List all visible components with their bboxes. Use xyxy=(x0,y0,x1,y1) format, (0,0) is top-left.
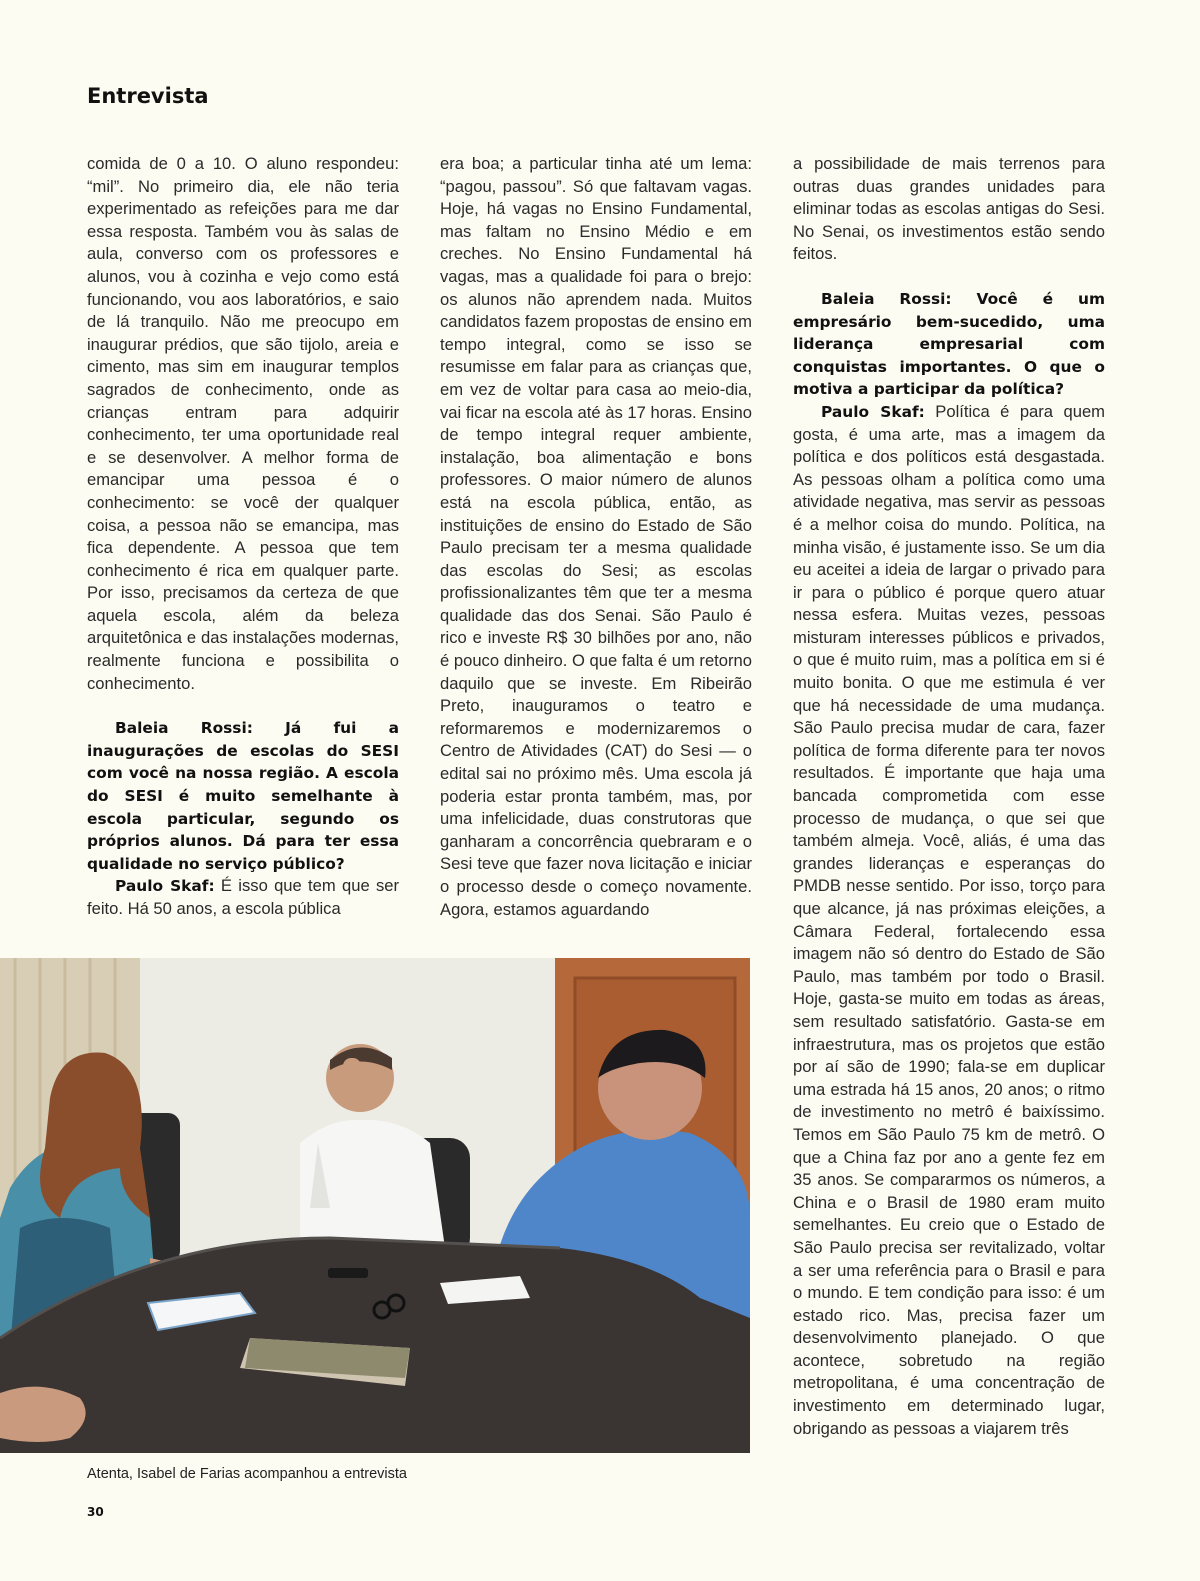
answer-text: Política é para quem gosta, é uma arte, mas a imagem da política e dos políticos está desgastada. As pessoas olham a política como uma atividade negativa, mas servir as pessoas é a melhor coisa do mundo. Política, na minha visão, é justamente isso. Se um dia eu aceitei a ideia de largar o privado para ir para o público é porque quero atuar nessa esfera. Muitas vezes, pessoas misturam interesses públicos e privados, o que é muito ruim, mas a política em si é muito bonita. O que me estimula é ver que há necessidade de uma mudança. São Paulo precisa mudar de cara, fazer política de forma diferente para ter novos resultados. É importante que haja uma bancada comprometida com esse processo de mudança, o que sei que também almeja. Você, aliás, é uma das grandes lideranças e esperanças do PMDB nesse sentido. Por isso, torço para que alcance, já nas próximas eleições, a Câmara Federal, fortalecendo essa imagem não só dentro do Estado de São Paulo, mas também por todo o Brasil. Hoje, gasta-se muito em todas as áreas, sem resultado satisfatório. Gasta-se em infraestrutura, mas os projetos que estão por aí são de 1990; fala-se em duplicar uma estrada há 15 anos, 20 anos; o ritmo de investimento no metrô é baixíssimo. Temos em São Paulo 75 km de metrô. O que a China faz por ano a gente fez em 35 anos. Se compararmos os números, a China e o Brasil de 1980 eram muito semelhantes. Eu creio que o Estado de São Paulo precisa ser revitalizado, voltar a ser uma referência para o Brasil e para o mundo. E tem condição para isso: é um estado rico. Mas, precisa fazer um desenvolvimento planejado. O que acontece, sobretudo na região metropolitana, é uma concentração de investimento em determinado lugar, obrigando as pessoas a viajarem três xyxy=(793,401,1105,1438)
article-column-1 xyxy=(87,153,399,921)
interview-answer xyxy=(87,875,399,920)
interview-photo xyxy=(0,958,750,1453)
speaker-name: Paulo Skaf: xyxy=(115,877,215,896)
paragraph: era boa; a particular tinha até um lema: “pagou, passou”. Só que faltavam vagas. Hoje, há vagas no Ensino Fundamental, mas faltam no Ensino Médio e em creches. No Ensino Fundamental há vagas, mas a qualidade foi para o brejo: os alunos não aprendem nada. Muitos candidatos fazem propostas de ensino em tempo integral, como se isso se resumisse em falar para as crianças que, em vez de voltar para casa ao meio-dia, vai ficar na escola até às 17 horas. Ensino de tempo integral requer ambiente, instalação, boa alimentação e bons professores. O maior número de alunos está na escola pública, então, as instituições de ensino do Estado de São Paulo precisam ter a mesma qualidade das escolas do Sesi; as escolas profissionalizantes têm que ter a mesma qualidade das dos Senai. São Paulo é rico e investe R$ 30 bilhões por ano, não é pouco dinheiro. O que falta é um retorno daquilo que se investe. Em Ribeirão Preto, inauguramos o teatro e reformaremos e modernizaremos o Centro de Atividades (CAT) do Sesi — o edital sai no próximo mês. Uma escola já poderia estar pronta também, mas, por uma infelicidade, duas construtoras que ganharam a concorrência quebraram e o Sesi teve que fazer nova licitação e iniciar o processo desde o começo novamente. Agora, estamos aguardando xyxy=(440,154,752,919)
interview-question: Baleia Rossi: Já fui a inaugurações de escolas do SESI com você na nossa região. A escola do SESI é muito semelhante à escola particular, segundo os próprios alunos. Dá para ter essa qualidade no serviço público? xyxy=(87,719,399,873)
page-number: 30 xyxy=(87,1505,104,1519)
article-column-3 xyxy=(793,153,1105,1440)
answer-text: É isso que tem que ser feito. Há 50 anos, a escola pública xyxy=(87,876,399,918)
interview-question: Baleia Rossi: Você é um empresário bem-sucedido, uma liderança empresarial com conquistas importantes. O que o motiva a participar da política? xyxy=(793,289,1105,399)
section-title: Entrevista xyxy=(87,84,209,108)
paragraph: a possibilidade de mais terrenos para outras duas grandes unidades para eliminar todas as escolas antigas do Sesi. No Senai, os investimentos estão sendo feitos. xyxy=(793,154,1105,264)
article-column-2 xyxy=(440,153,752,921)
speaker-name: Paulo Skaf: xyxy=(821,402,925,421)
photo-caption: Atenta, Isabel de Farias acompanhou a entrevista xyxy=(87,1466,407,1482)
interview-answer xyxy=(793,401,1105,1440)
paragraph: comida de 0 a 10. O aluno respondeu: “mil”. No primeiro dia, ele não teria experimentado as refeições para me dar essa resposta. Também vou às salas de aula, converso com os professores e alunos, vou à cozinha e vejo como está funcionando, vou aos laboratórios, e saio de lá tranquilo. Não me preocupo em inaugurar prédios, que são tijolo, areia e cimento, mas sim em inaugurar templos sagrados de conhecimento, onde as crianças entram para adquirir conhecimento, ter uma oportunidade real e se desenvolver. A melhor forma de emancipar uma pessoa é o conhecimento: se você der qualquer coisa, a pessoa não se emancipa, mas fica dependente. A pessoa que tem conhecimento é rica em qualquer parte. Por isso, precisamos da certeza de que aquela escola, além da beleza arquitetônica e das instalações modernas, realmente funciona e possibilita o conhecimento. xyxy=(87,154,399,693)
